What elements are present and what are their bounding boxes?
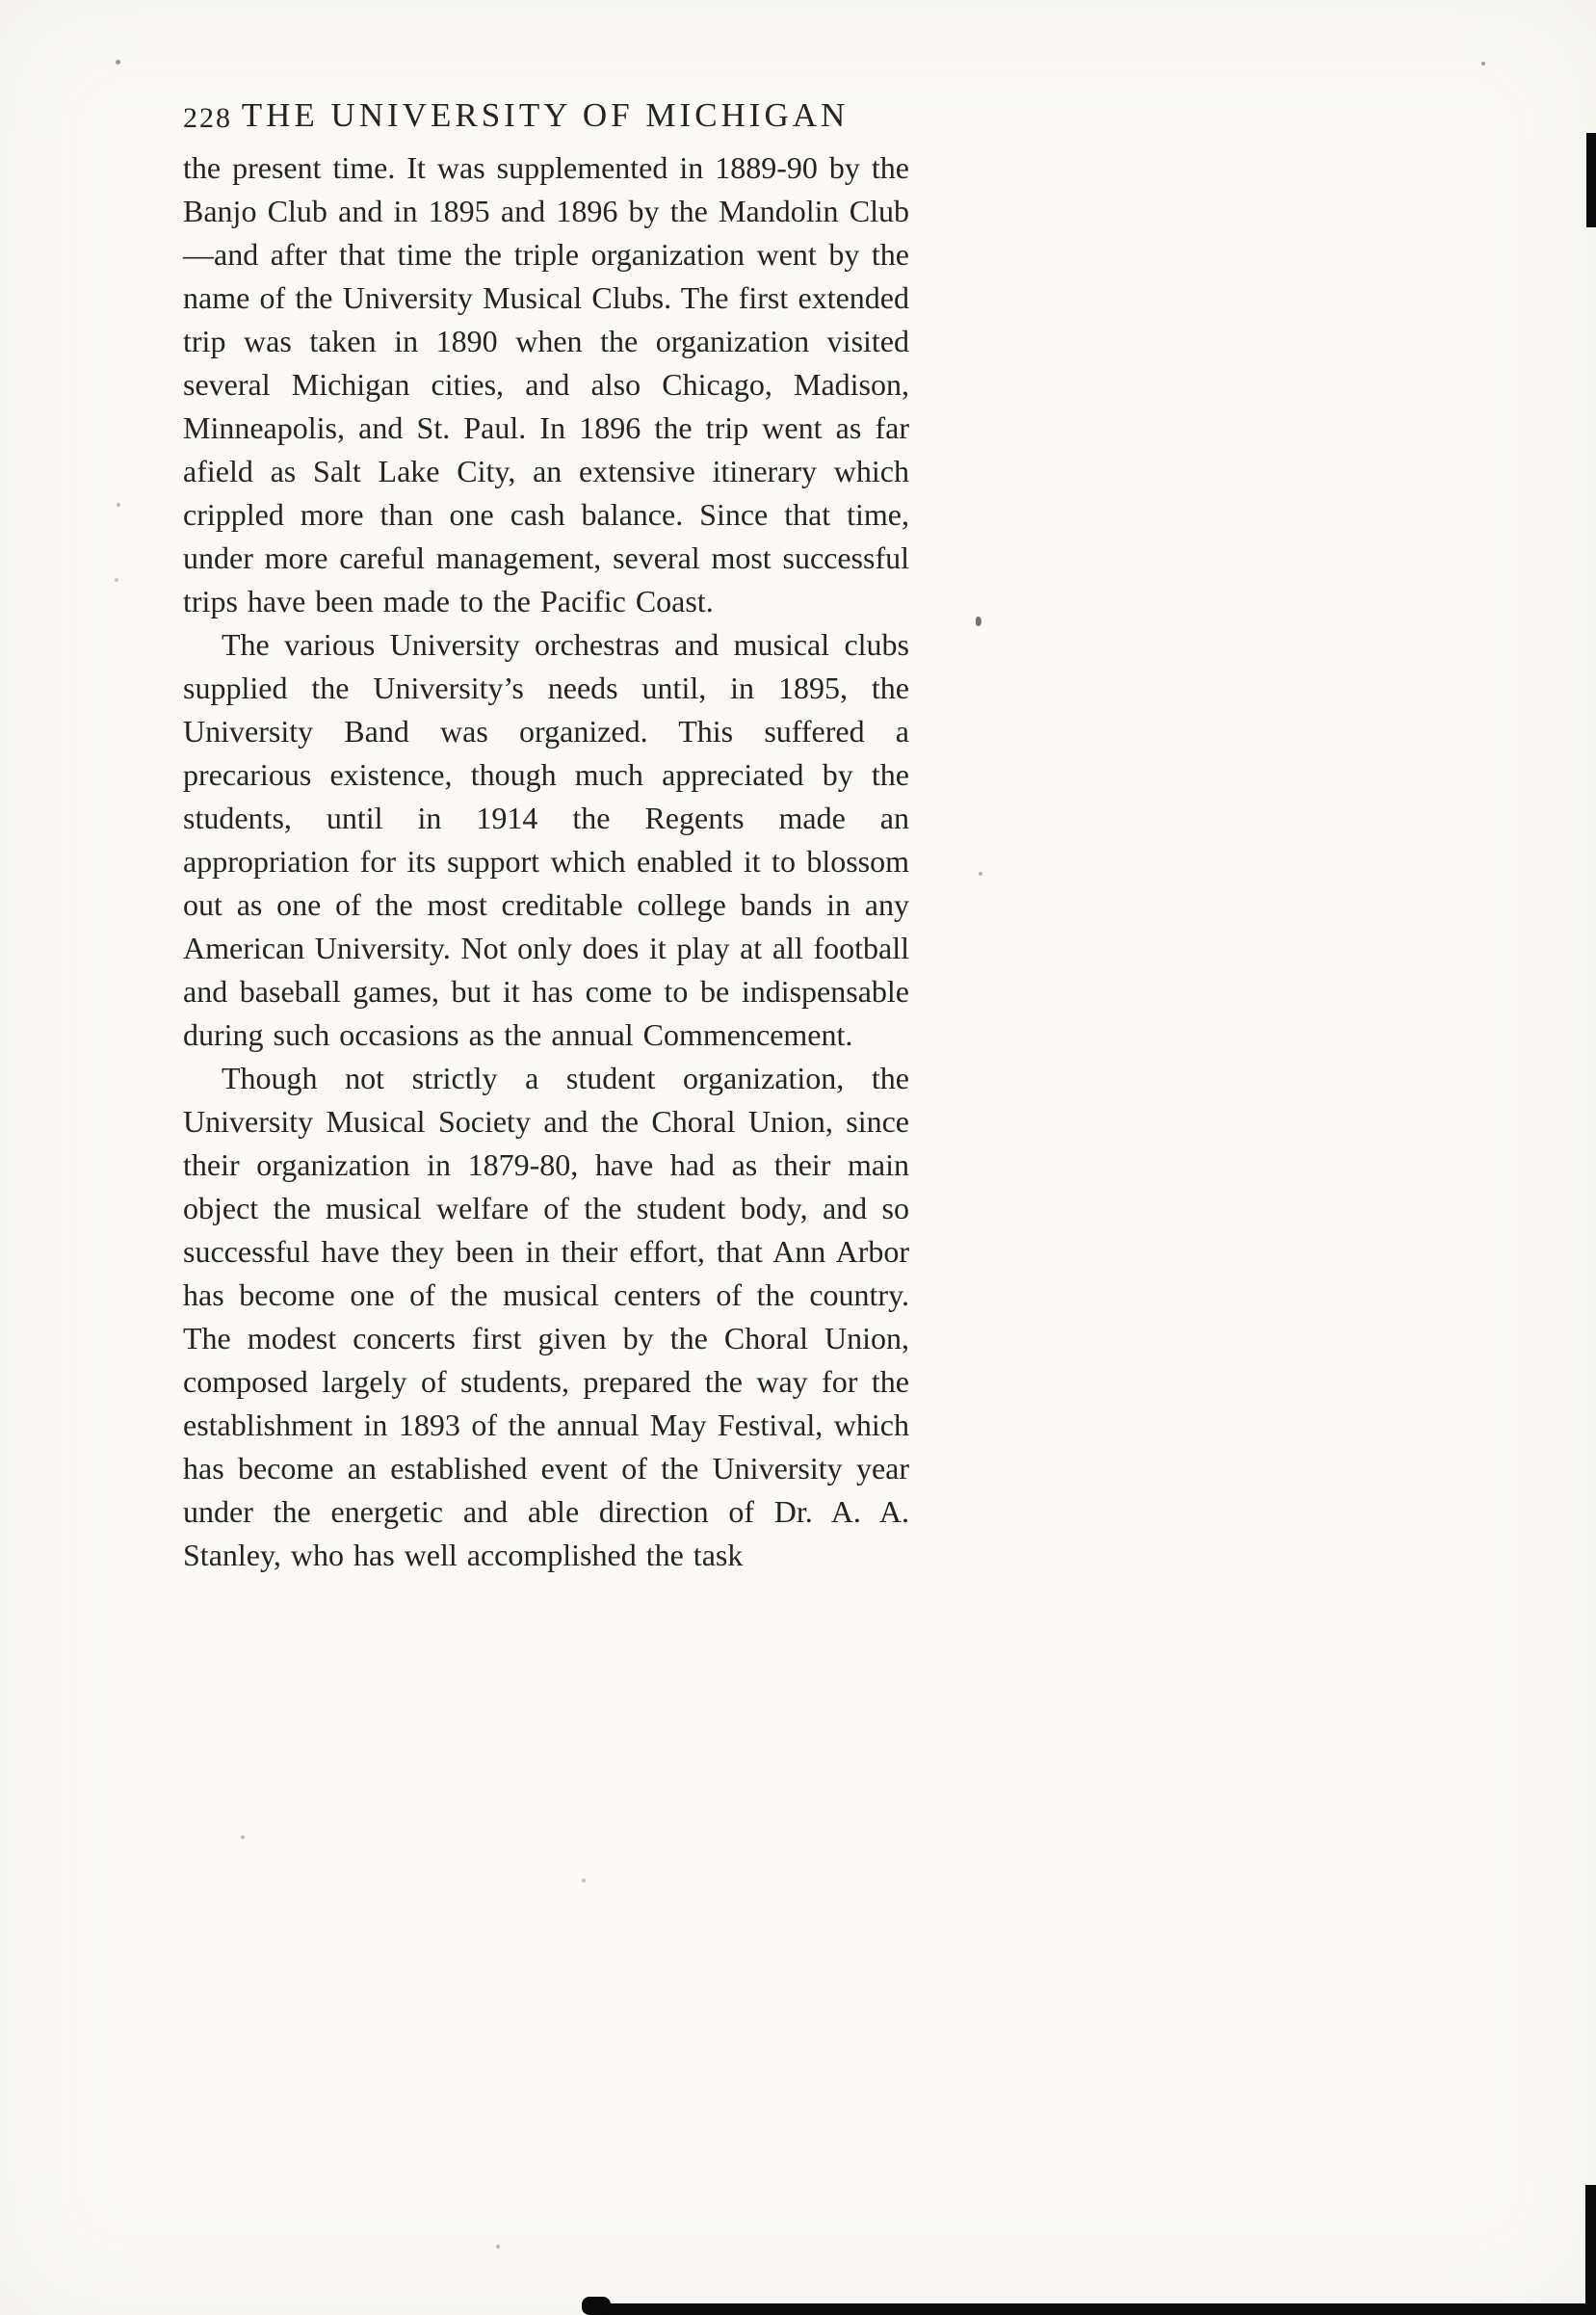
scan-speck (582, 1879, 586, 1882)
body-text (183, 146, 909, 1577)
running-head (183, 96, 907, 135)
scan-artifact-bottom-line (589, 2303, 1596, 2315)
paragraph-3: Though not strictly a student organization, the University Musical Society and the Choral Union, since their organization in 1879-80, have had as their main object the musical welfare of the student body, and so successful have they been in their effort, that Ann Arbor has become one of the musical centers of the country. The modest concerts first given by the Choral Union, composed largely of students, prepared the way for the establishment in 1893 of the annual May Festival, which has become an established event of the University year under the energetic and able direction of Dr. A. A. Stanley, who has well accomplished the task (183, 1061, 909, 1572)
running-title: THE UNIVERSITY OF MICHIGAN (241, 96, 850, 134)
scan-speck (496, 2245, 500, 2249)
scan-artifact-edge-bar (1586, 133, 1596, 227)
scan-speck (117, 503, 120, 507)
scan-speck (979, 872, 982, 876)
scan-artifact-edge-bar (1585, 2185, 1596, 2315)
page-number: 228 (183, 102, 232, 134)
scan-speck (116, 60, 120, 65)
scan-artifact-blob (582, 2297, 611, 2315)
paragraph-2: The various University orchestras and musical clubs supplied the University’s needs until, in 1895, the University Band was organized. This suffered a precarious existence, though much appreciated by the students, until in 1914 the Regents made an appropriation for its support which enabled it to blossom out as one of the most creditable college bands in any American University. Not only does it play at all football and baseball games, but it has come to be indispensable during such occasions as the annual Commencement. (183, 627, 909, 1052)
scan-speck (1481, 62, 1485, 66)
scan-speck (241, 1835, 245, 1839)
scan-speck (976, 617, 981, 626)
scan-speck (115, 578, 118, 582)
paragraph-1: the present time. It was supplemented in 1889-90 by the Banjo Club and in 1895 and 1896 by the Mandolin Club—and after that time the triple organization went by the name of the University Musical Clubs. The first extended trip was taken in 1890 when the organization visited several Michigan cities, and also Chicago, Madison, Minneapolis, and St. Paul. In 1896 the trip went as far afield as Salt Lake City, an extensive itinerary which crippled more than one cash balance. Since that time, under more careful management, several most successful trips have been made to the Pacific Coast. (183, 150, 909, 618)
